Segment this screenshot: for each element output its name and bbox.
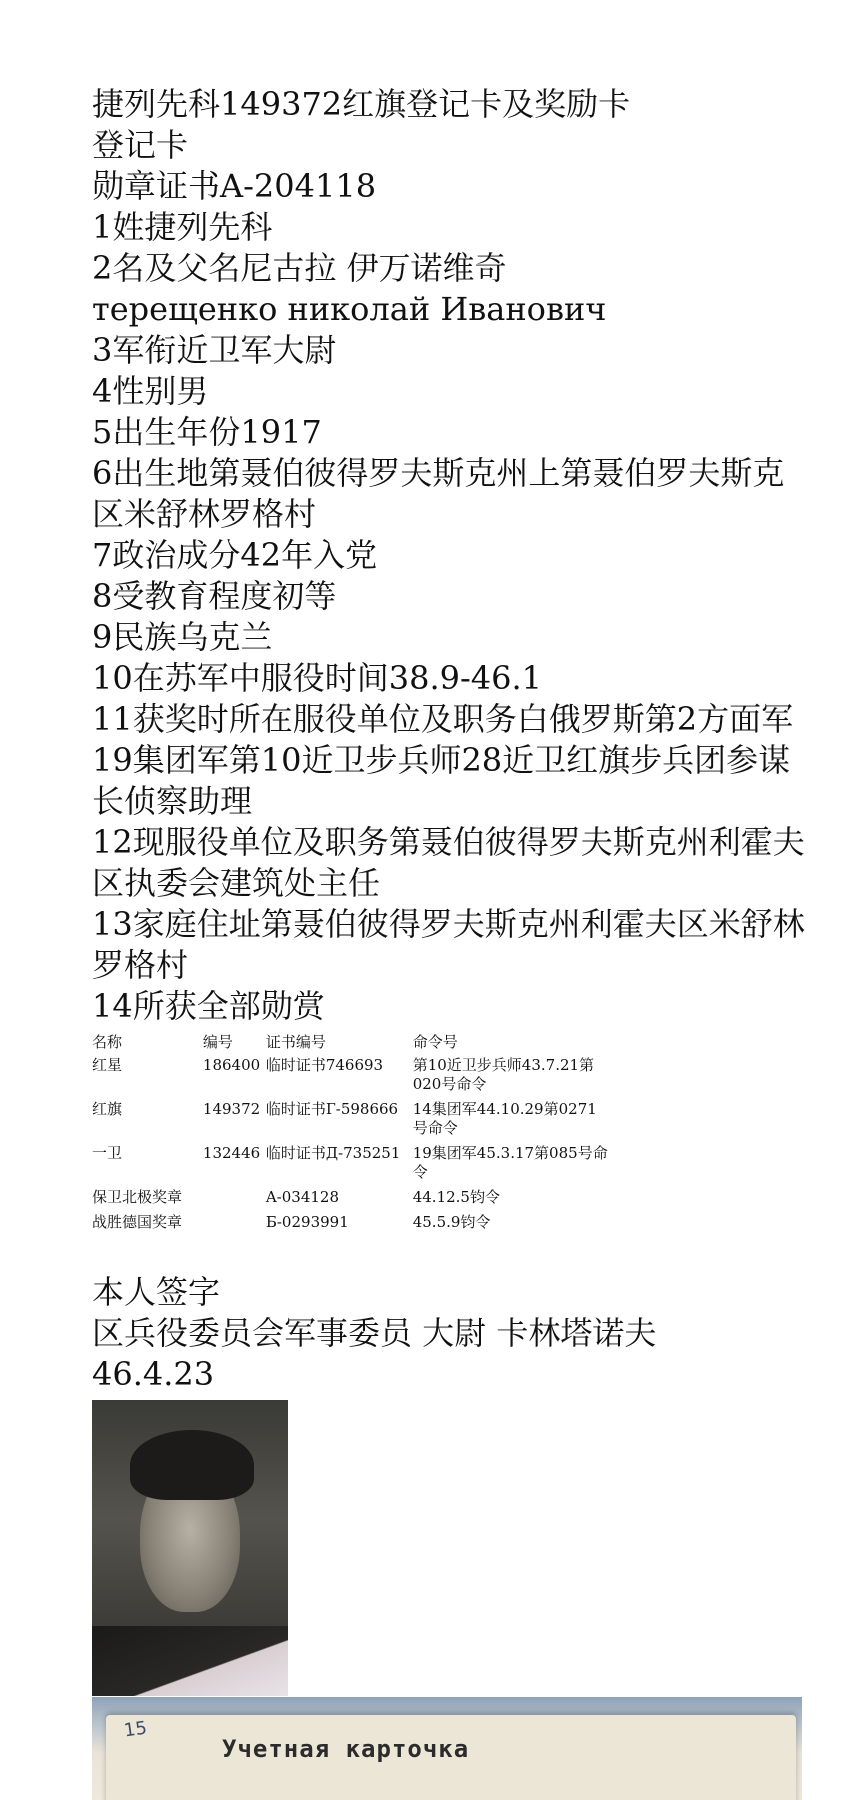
header-number: 编号: [202, 1033, 233, 1051]
field-party: 7政治成分42年入党: [92, 536, 378, 574]
document-body: [92, 84, 812, 1395]
field-address: 13家庭住址第聂伯彼得罗夫斯克州利霍夫区米舒林罗格村: [92, 905, 805, 984]
awards-table: [92, 1033, 612, 1238]
field-name-patronymic: 2名及父名尼古拉 伊万诺维奇: [92, 249, 507, 287]
card-title: Учетная карточка: [222, 1735, 470, 1763]
signature-block: [92, 1272, 812, 1395]
award-order: 44.12.5钧令: [412, 1188, 500, 1206]
award-name: 红星: [92, 1056, 123, 1074]
award-number: [203, 1188, 266, 1213]
header-name: 名称: [92, 1033, 123, 1051]
award-order: 19集团军45.3.17第085号命令: [412, 1144, 608, 1181]
field-nationality: 9民族乌克兰: [92, 618, 273, 656]
signature-date: 46.4.23: [92, 1355, 215, 1393]
doc-subtitle: 登记卡: [92, 126, 189, 164]
award-name: 一卫: [92, 1144, 123, 1162]
award-name: 保卫北极奖章: [92, 1188, 183, 1206]
award-order: 14集团军44.10.29第0271号命令: [412, 1100, 597, 1137]
registration-card-scan: [92, 1697, 802, 1800]
doc-title: 捷列先科149372红旗登记卡及奖励卡: [92, 85, 631, 123]
field-service-period: 10在苏军中服役时间38.9-46.1: [92, 659, 543, 697]
certificate-number: 勋章证书A-204118: [92, 167, 377, 205]
award-certificate: 临时证书746693: [265, 1056, 384, 1074]
award-certificate: 临时证书Г-598666: [265, 1100, 399, 1118]
field-current-post: 12现服役单位及职务第聂伯彼得罗夫斯克州利霍夫区执委会建筑处主任: [92, 823, 805, 902]
award-order: 45.5.9钧令: [412, 1213, 491, 1231]
awards-header-row: [92, 1033, 612, 1056]
award-number: 186400: [202, 1056, 261, 1074]
portrait-hair: [130, 1430, 254, 1500]
table-row: [92, 1188, 612, 1213]
award-number: 149372: [202, 1100, 261, 1118]
field-birthplace: 6出生地第聂伯彼得罗夫斯克州上第聂伯罗夫斯克区米舒林罗格村: [92, 454, 785, 533]
field-education: 8受教育程度初等: [92, 577, 337, 615]
field-sex: 4性别男: [92, 372, 209, 410]
field-unit-at-award: 11获奖时所在服役单位及职务白俄罗斯第2方面军19集团军第10近卫步兵师28近卫红旗步兵团参谋长侦察助理: [92, 700, 794, 820]
header-order: 命令号: [412, 1033, 458, 1051]
field-rank: 3军衔近卫军大尉: [92, 331, 337, 369]
table-row: [92, 1213, 612, 1238]
table-row: [92, 1056, 612, 1100]
card-corner-note: 15: [122, 1717, 149, 1742]
award-number: 132446: [202, 1144, 261, 1162]
field-birth-year: 5出生年份1917: [92, 413, 322, 451]
award-certificate: 临时证书Д-735251: [265, 1144, 401, 1162]
field-all-awards: 14所获全部勋赏: [92, 987, 325, 1025]
table-row: [92, 1100, 612, 1144]
table-row: [92, 1144, 612, 1188]
award-number: [203, 1213, 266, 1238]
award-certificate: Б-0293991: [265, 1213, 349, 1231]
portrait-photo: [92, 1400, 288, 1696]
header-certificate: 证书编号: [265, 1033, 326, 1051]
award-name: 红旗: [92, 1100, 123, 1118]
portrait-uniform: [92, 1626, 288, 1696]
award-certificate: A-034128: [265, 1188, 340, 1206]
russian-name: терещенко николай Иванович: [92, 290, 607, 328]
award-name: 战胜德国奖章: [92, 1213, 183, 1231]
self-signature-label: 本人签字: [92, 1273, 221, 1311]
field-surname: 1姓捷列先科: [92, 208, 273, 246]
award-order: 第10近卫步兵师43.7.21第020号命令: [412, 1056, 595, 1093]
military-commissar: 区兵役委员会军事委员 大尉 卡林塔诺夫: [92, 1314, 657, 1352]
